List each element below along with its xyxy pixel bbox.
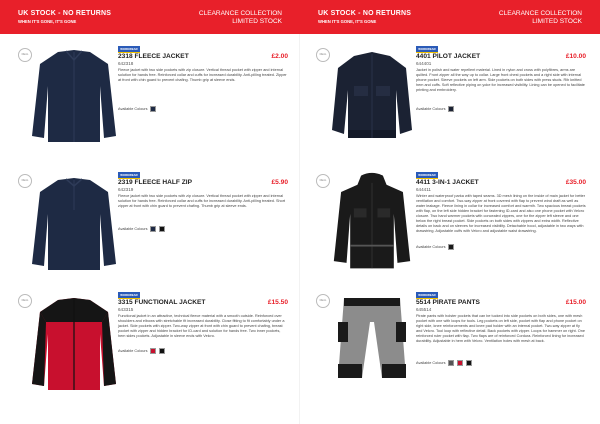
clearance-text: CLEARANCE COLLECTION xyxy=(498,10,582,17)
banner-right xyxy=(300,0,600,34)
available-colours xyxy=(416,244,454,250)
product-price: £35.00 xyxy=(565,179,586,186)
colour-swatch xyxy=(457,360,463,366)
product-code: 644401 xyxy=(416,61,432,66)
available-colours-label: Available Colours xyxy=(416,245,446,249)
product-code: 645514 xyxy=(416,307,432,312)
product-name: 4401 PILOT JACKET xyxy=(416,53,481,60)
product-code: 643315 xyxy=(118,307,134,312)
deal-badge: DEAL xyxy=(316,48,330,62)
colour-swatch xyxy=(448,360,454,366)
product-code: 642319 xyxy=(118,187,134,192)
product-description: Fleece jacket with two side pockets with zip closure. Vertical thread pocket with zipper and internal solution for hands free. Reinforced collar and cuffs for increased durability. Anti-pilling treated. Short zipper at front with chin guard to prevent chafing. Thumb grip at sleeve ends. xyxy=(118,194,286,208)
clearance-label xyxy=(499,10,582,26)
functional-jacket-image xyxy=(30,292,118,392)
product-name: 2319 FLEECE HALF ZIP xyxy=(118,179,193,186)
available-colours-label: Available Colours xyxy=(118,349,148,353)
product-card xyxy=(316,44,586,166)
available-colours-label: Available Colours xyxy=(416,361,446,365)
colour-swatch xyxy=(466,360,472,366)
uk-stock-subtitle: WHEN IT'S GONE, IT'S GONE xyxy=(18,19,77,24)
fleece-jacket-image xyxy=(30,46,118,146)
pilot-jacket-image xyxy=(328,46,416,146)
fleece-half-zip-image xyxy=(30,172,118,272)
brand-logo: WORKWEAR xyxy=(416,46,438,52)
product-price: £2.00 xyxy=(271,53,288,60)
deal-badge: DEAL xyxy=(316,174,330,188)
product-code: 644411 xyxy=(416,187,431,192)
colour-swatch xyxy=(150,226,156,232)
colour-swatch xyxy=(150,348,156,354)
product-price: £5.90 xyxy=(271,179,288,186)
colour-swatch xyxy=(159,226,165,232)
available-colours xyxy=(118,348,165,354)
pirate-pants-image xyxy=(328,292,416,392)
product-price: £10.00 xyxy=(565,53,586,60)
available-colours xyxy=(416,106,454,112)
deal-badge: DEAL xyxy=(316,294,330,308)
product-price: £15.00 xyxy=(565,299,586,306)
deal-badge: DEAL xyxy=(18,294,32,308)
brand-logo: WORKWEAR xyxy=(416,292,438,298)
clearance-label xyxy=(199,10,282,26)
colour-swatch xyxy=(448,106,454,112)
deal-badge: DEAL xyxy=(18,48,32,62)
product-name: 3315 FUNCTIONAL JACKET xyxy=(118,299,206,306)
deal-badge: DEAL xyxy=(18,174,32,188)
colour-swatch xyxy=(150,106,156,112)
uk-stock-label: UK STOCK - NO RETURNS xyxy=(318,10,412,17)
limited-text: LIMITED STOCK xyxy=(232,18,282,25)
product-price: £15.50 xyxy=(267,299,288,306)
available-colours xyxy=(118,106,156,112)
product-card xyxy=(18,44,288,166)
page-divider xyxy=(299,34,300,424)
uk-stock-subtitle: WHEN IT'S GONE, IT'S GONE xyxy=(318,19,377,24)
available-colours-label: Available Colours xyxy=(416,107,446,111)
product-card xyxy=(316,290,586,412)
product-card xyxy=(316,170,586,292)
product-description: Fleece jacket with two side pockets with zip closure. Vertical thread pocket with zipper and internal solution for hands free. Reinforced collar and cuffs for increased durability. Anti-pilling treated. Zipper at front with chin guard to prevent chafing. Thumb grip at sleeve ends. xyxy=(118,68,287,82)
colour-swatch xyxy=(159,348,165,354)
product-description: Pirate pants with holster pockets that can be tucked into side pockets on both sides, one with mesh pocket with one with loops for tools. Leg pockets on left side, pocket with flap and phone pocket on right side, knee reinforcements and knee pad holder with an internal pocket. Two-way zipper at fly and Velcro. Tool loop with reflective detail. Back pockets with zipper. Loops for hammer on right. One reinforced ruler pocket with flap. Two flaps are of reinforced Cordura. Reinforced lining for increased durability. Adjustable in hem with Velcro. Ventilation holes with mesh at back. xyxy=(416,314,585,343)
product-name: 2318 FLEECE JACKET xyxy=(118,53,189,60)
available-colours-label: Available Colours xyxy=(118,107,148,111)
top-banner xyxy=(0,0,600,34)
product-description: Functional jacket in an attractive, technical fleece material with a smooth outside. Reinforced over shoulders and elbows with stretchable fit increased durability. Close fitting to fit comfortably under a jacket. Side pockets with zipper. Two-way zipper at front with chin guard to prevent chafing, breast pocket with zipper and hidden bracket for ID-card and solution for hands free. Two inner pockets, hem sides pockets. Adjustable in sleeve ends with Velcro. xyxy=(118,314,285,338)
available-colours-label: Available Colours xyxy=(118,227,148,231)
colour-swatch xyxy=(448,244,454,250)
brand-logo: WORKWEAR xyxy=(118,46,140,52)
product-description: Winter and waterproof parka with taped seams. 3D mesh lining on the inside of main jacket for better ventilation and comfort. Two-way zipper at front covered with flap to prevent wind draft as well as water leakage. Fleece lining in collar for increased comfort and warmth. Two spacious breast pockets with flap, on the left side hidden bracket for fastening ID-card and also one phone pocket with Velcro closure. Two hand warmer pockets with concealed zippers, one for the zipper left sleeve and one below the right breast pocket. Side pockets on both sides with zippers and extra width. Reflective details on back and on sleeves for increased visibility. Detachable hood, adjustable in two ways with drawstring. Adjustable cuffs with Velcro and adjustable waist drawstring. xyxy=(416,194,586,233)
3-in-1-jacket-image xyxy=(328,172,416,272)
product-code: 642318 xyxy=(118,61,134,66)
uk-stock-label: UK STOCK - NO RETURNS xyxy=(18,10,112,17)
product-card xyxy=(18,290,288,412)
product-name: 5514 PIRATE PANTS xyxy=(416,299,480,306)
product-name: 4411 3-IN-1 JACKET xyxy=(416,179,479,186)
product-description: Jacket in polish and water repellent material. Lined in nylon and cross with polyfibres, arms are quilted. Front zipper all the way up to collar. Large front chest pockets and a right side with internal phone pocket. Sleeve pockets on left arm. Side pockets on both sides with press studs. Rib knitted hem and cuffs. Soft reflective piping on yoke for increased visibility. Lining can be opened to facilitate printing and embroidery. xyxy=(416,68,585,92)
banner-left xyxy=(0,0,300,34)
limited-text: LIMITED STOCK xyxy=(532,18,582,25)
brand-logo: WORKWEAR xyxy=(416,172,438,178)
product-card xyxy=(18,170,288,292)
brand-logo: WORKWEAR xyxy=(118,172,140,178)
available-colours xyxy=(416,360,472,366)
brand-logo: WORKWEAR xyxy=(118,292,140,298)
clearance-text: CLEARANCE COLLECTION xyxy=(198,10,282,17)
available-colours xyxy=(118,226,165,232)
